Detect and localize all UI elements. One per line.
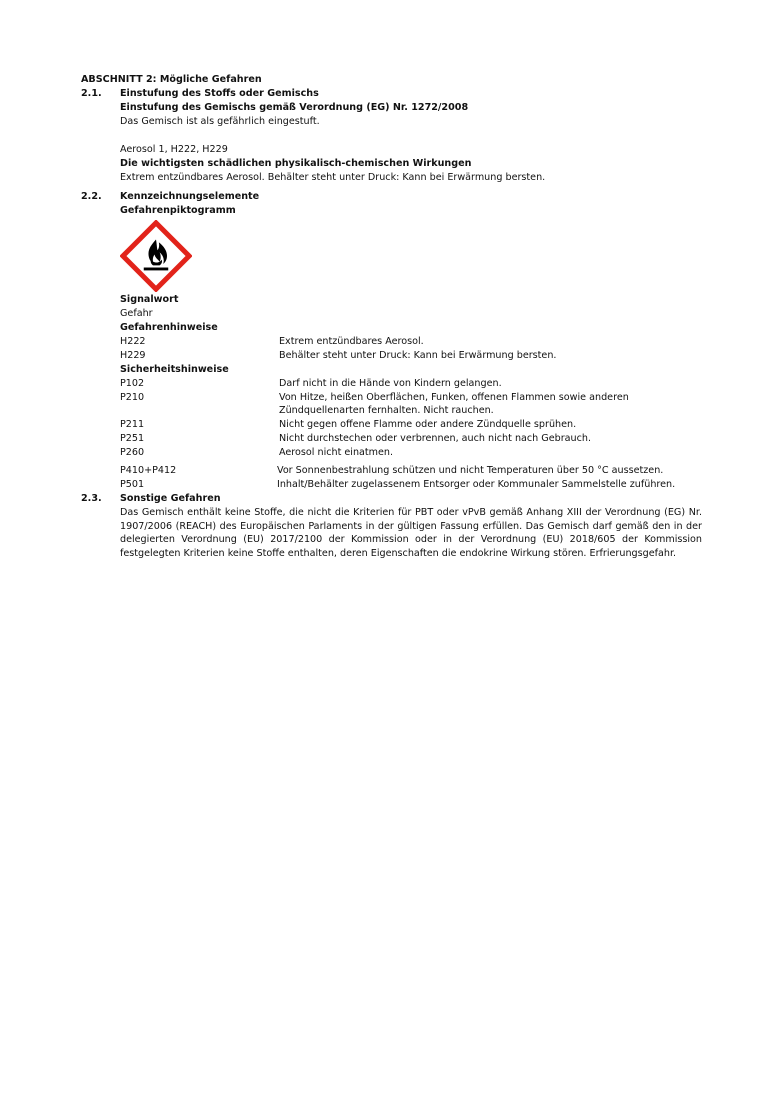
section-2-2-heading: Kennzeichnungselemente [120, 191, 260, 202]
precaution-text-continued: Zündquellenarten fernhalten. Nicht rauchen. [279, 405, 494, 416]
precaution-text: Nicht durchstechen oder verbrennen, auch nicht nach Gebrauch. [279, 433, 592, 444]
effects-heading: Die wichtigsten schädlichen physikalisch-chemischen Wirkungen [120, 158, 472, 169]
precaution-code: P251 [120, 433, 145, 444]
precaution-code: P211 [120, 419, 145, 430]
precautionary-statements-heading: Sicherheitshinweise [120, 364, 229, 375]
hazard-code: H229 [120, 350, 146, 361]
precaution-text: Aerosol nicht einatmen. [279, 447, 394, 458]
precaution-code: P501 [120, 479, 145, 490]
section-2-3-number: 2.3. [81, 493, 102, 504]
precaution-code: P410+P412 [120, 465, 177, 476]
precaution-text: Von Hitze, heißen Oberflächen, Funken, offenen Flammen sowie anderen [279, 392, 629, 403]
section-2-2-number: 2.2. [81, 191, 102, 202]
pictogram-heading: Gefahrenpiktogramm [120, 205, 236, 216]
hazard-code: H222 [120, 336, 146, 347]
precaution-code: P210 [120, 392, 145, 403]
classification-codes: Aerosol 1, H222, H229 [120, 144, 228, 155]
precaution-text: Inhalt/Behälter zugelassenem Entsorger oder Kommunaler Sammelstelle zuführen. [277, 479, 676, 490]
classification-statement: Das Gemisch ist als gefährlich eingestuft. [120, 116, 320, 127]
signal-heading: Signalwort [120, 294, 179, 305]
section-2-3-heading: Sonstige Gefahren [120, 493, 221, 504]
hazard-statements-heading: Gefahrenhinweise [120, 322, 218, 333]
effects-text: Extrem entzündbares Aerosol. Behälter steht unter Druck: Kann bei Erwärmung bersten. [120, 172, 546, 183]
precaution-text: Vor Sonnenbestrahlung schützen und nicht Temperaturen über 50 °C aussetzen. [277, 465, 664, 476]
other-hazards-text: Das Gemisch enthält keine Stoffe, die nicht die Kriterien für PBT oder vPvB gemäß Anhang XIII der Verordnung (EG) Nr. 1907/2006 (REACH) des Europäischen Parlaments in der gültigen Fassung erfüllen. Das Gemisch darf gemäß den in der delegierten Verordnung (EU) 2017/2100 der Kommission oder in der Verordnung (EU) 2018/605 der Kommission festgelegten Kriterien keine Stoffe enthalten, deren Eigenschaften die endokrine Wirkung stören. Erfrierungsgefahr. [120, 507, 702, 559]
precaution-text: Darf nicht in die Hände von Kindern gelangen. [279, 378, 502, 389]
section-2-1-number: 2.1. [81, 88, 102, 99]
flame-pictogram-icon [120, 220, 192, 292]
precaution-code: P102 [120, 378, 145, 389]
hazard-text: Behälter steht unter Druck: Kann bei Erwärmung bersten. [279, 350, 557, 361]
precaution-code: P260 [120, 447, 145, 458]
precaution-text: Nicht gegen offene Flamme oder andere Zündquelle sprühen. [279, 419, 577, 430]
hazard-text: Extrem entzündbares Aerosol. [279, 336, 424, 347]
section-2-1-heading: Einstufung des Stoffs oder Gemischs [120, 88, 319, 99]
section-title: ABSCHNITT 2: Mögliche Gefahren [81, 74, 262, 85]
signal-word: Gefahr [120, 308, 153, 319]
section-2-1-subheading: Einstufung des Gemischs gemäß Verordnung (EG) Nr. 1272/2008 [120, 102, 469, 113]
